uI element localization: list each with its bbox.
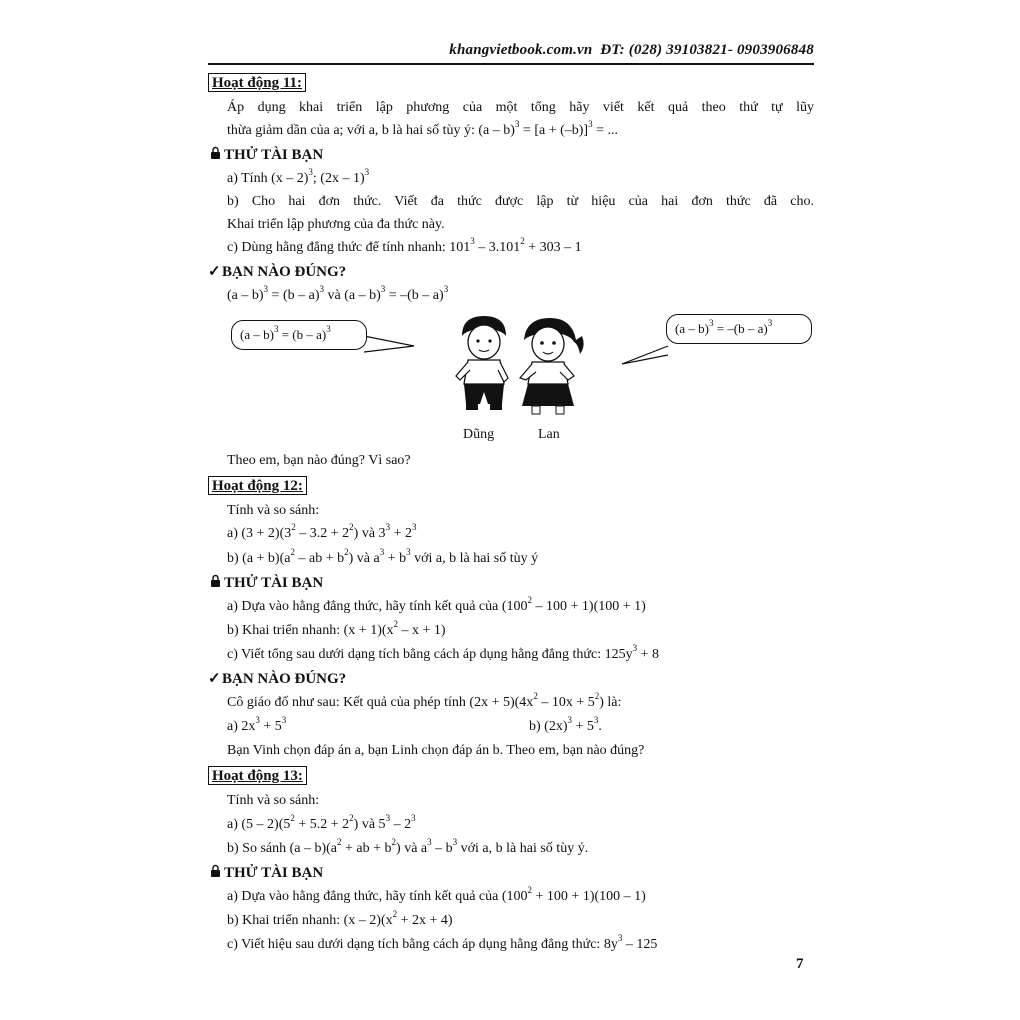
site-name: khangvietbook.com.vn bbox=[449, 42, 593, 58]
who-is-right-2-title: ✓BẠN NÀO ĐÚNG? bbox=[208, 671, 347, 687]
activity-13-intro: Tính và so sánh: bbox=[227, 793, 320, 808]
activity-12-intro: Tính và so sánh: bbox=[227, 503, 320, 518]
challenge-2-item-c: c) Viết tổng sau dưới dạng tích bằng cách áp dụng hằng đẳng thức: $125y^3 + 8$ bbox=[227, 643, 660, 662]
lock-icon bbox=[210, 864, 224, 882]
activity-13-title: Hoạt động 13: bbox=[208, 767, 307, 786]
challenge-3-title: THỬ TÀI BẠN bbox=[210, 864, 323, 882]
challenge-3-item-a: a) Dựa vào hằng đẳng thức, hãy tính kết quả của $(100^2 + 100 + 1)(100 - 1)$ bbox=[227, 885, 646, 904]
children-illustration bbox=[448, 314, 584, 418]
option-a: a) $2x^3 + 5^3$ bbox=[227, 715, 287, 734]
challenge-3-item-b: b) Khai triển nhanh: $(x - 2)(x^2 + 2x + 4)$ bbox=[227, 909, 453, 928]
challenge-1-item-b-2: Khai triển lập phương của đa thức này. bbox=[227, 217, 445, 232]
label-dung: Dũng bbox=[463, 427, 495, 442]
challenge-1-item-c: c) Dùng hằng đẳng thức để tính nhanh: $101^3 - 3.101^2 + 303 - 1$ bbox=[227, 236, 582, 255]
speech-bubble-lan: (a – b)$^3$ = –(b – a)$^3$ bbox=[666, 314, 812, 344]
option-b: b) $(2x)^3 + 5^3$. bbox=[529, 715, 602, 734]
who-is-right-1-title: ✓BẠN NÀO ĐÚNG? bbox=[208, 264, 347, 280]
activity-11-text-2: thừa giảm dần của a; với a, b là hai số tùy ý: $(a - b)^3 = [a + (-b)]^3$ = ... bbox=[227, 119, 618, 138]
who-is-right-2-note: Bạn Vinh chọn đáp án a, bạn Linh chọn đáp án b. Theo em, bạn nào đúng? bbox=[227, 743, 645, 758]
challenge-1-title: THỬ TÀI BẠN bbox=[210, 146, 323, 164]
activity-12-title: Hoạt động 12: bbox=[208, 477, 307, 496]
challenge-2-item-a: a) Dựa vào hằng đẳng thức, hãy tính kết quả của $(100^2 - 100 + 1)(100 + 1)$ bbox=[227, 595, 646, 614]
phone-numbers: ĐT: (028) 39103821- 0903906848 bbox=[600, 42, 814, 58]
speech-bubble-dung: (a – b)$^3$ = (b – a)$^3$ bbox=[231, 320, 367, 350]
challenge-2-title: THỬ TÀI BẠN bbox=[210, 574, 323, 592]
activity-13-item-a: a) $(5 - 2)(5^2 + 5.2 + 2^2)$ và $5^3 - 2^3$ bbox=[227, 813, 416, 832]
lock-icon bbox=[210, 574, 224, 592]
challenge-1-item-b-1: b) Cho hai đơn thức. Viết đa thức được lập từ hiệu của hai đơn thức đã cho. bbox=[227, 194, 814, 209]
challenge-3-item-c: c) Viết hiệu sau dưới dạng tích bằng cách áp dụng hằng đẳng thức: $8y^3 - 125$ bbox=[227, 933, 658, 952]
activity-13-item-b: b) So sánh $(a - b)(a^2$ + ab + $b^2$) và $a^3 - b^3$ với a, b là hai số tùy ý. bbox=[227, 837, 589, 856]
challenge-2-item-b: b) Khai triển nhanh: $(x + 1)(x^2 - x + 1)$ bbox=[227, 619, 446, 638]
activity-11-text-1: Áp dụng khai triển lập phương của một tổng hãy viết kết quả theo thứ tự lũy bbox=[227, 100, 814, 115]
checkmark-icon: ✓ bbox=[208, 264, 221, 280]
who-is-right-2-question: Cô giáo đố như sau: Kết quả của phép tính $(2x + 5)(4x^2 - 10x + 5^2)$ là: bbox=[227, 691, 622, 710]
activity-12-item-a: a) $(3 + 2)(3^2 - 3.2 + 2^2)$ và $3^3 + 2^3$ bbox=[227, 522, 417, 541]
activity-12-item-b: b) $(a + b)(a^2$ – ab + $b^2$) và $a^3 + b^3$ với a, b là hai số tùy ý bbox=[227, 547, 539, 566]
page-number: 7 bbox=[796, 956, 804, 972]
label-lan: Lan bbox=[538, 427, 560, 442]
who-is-right-1-statement: (a – b)$^3$ = (b – a)$^3$ và (a – b)$^3$ = –(b – a)$^3$ bbox=[227, 284, 449, 303]
checkmark-icon: ✓ bbox=[208, 671, 221, 687]
challenge-1-item-a: a) Tính (x – 2)$^3$; (2x – 1)$^3$ bbox=[227, 167, 370, 186]
activity-11-title: Hoạt động 11: bbox=[208, 74, 306, 93]
girl-figure bbox=[520, 318, 584, 414]
boy-figure bbox=[456, 316, 508, 410]
who-is-right-1-question: Theo em, bạn nào đúng? Vì sao? bbox=[227, 453, 411, 468]
